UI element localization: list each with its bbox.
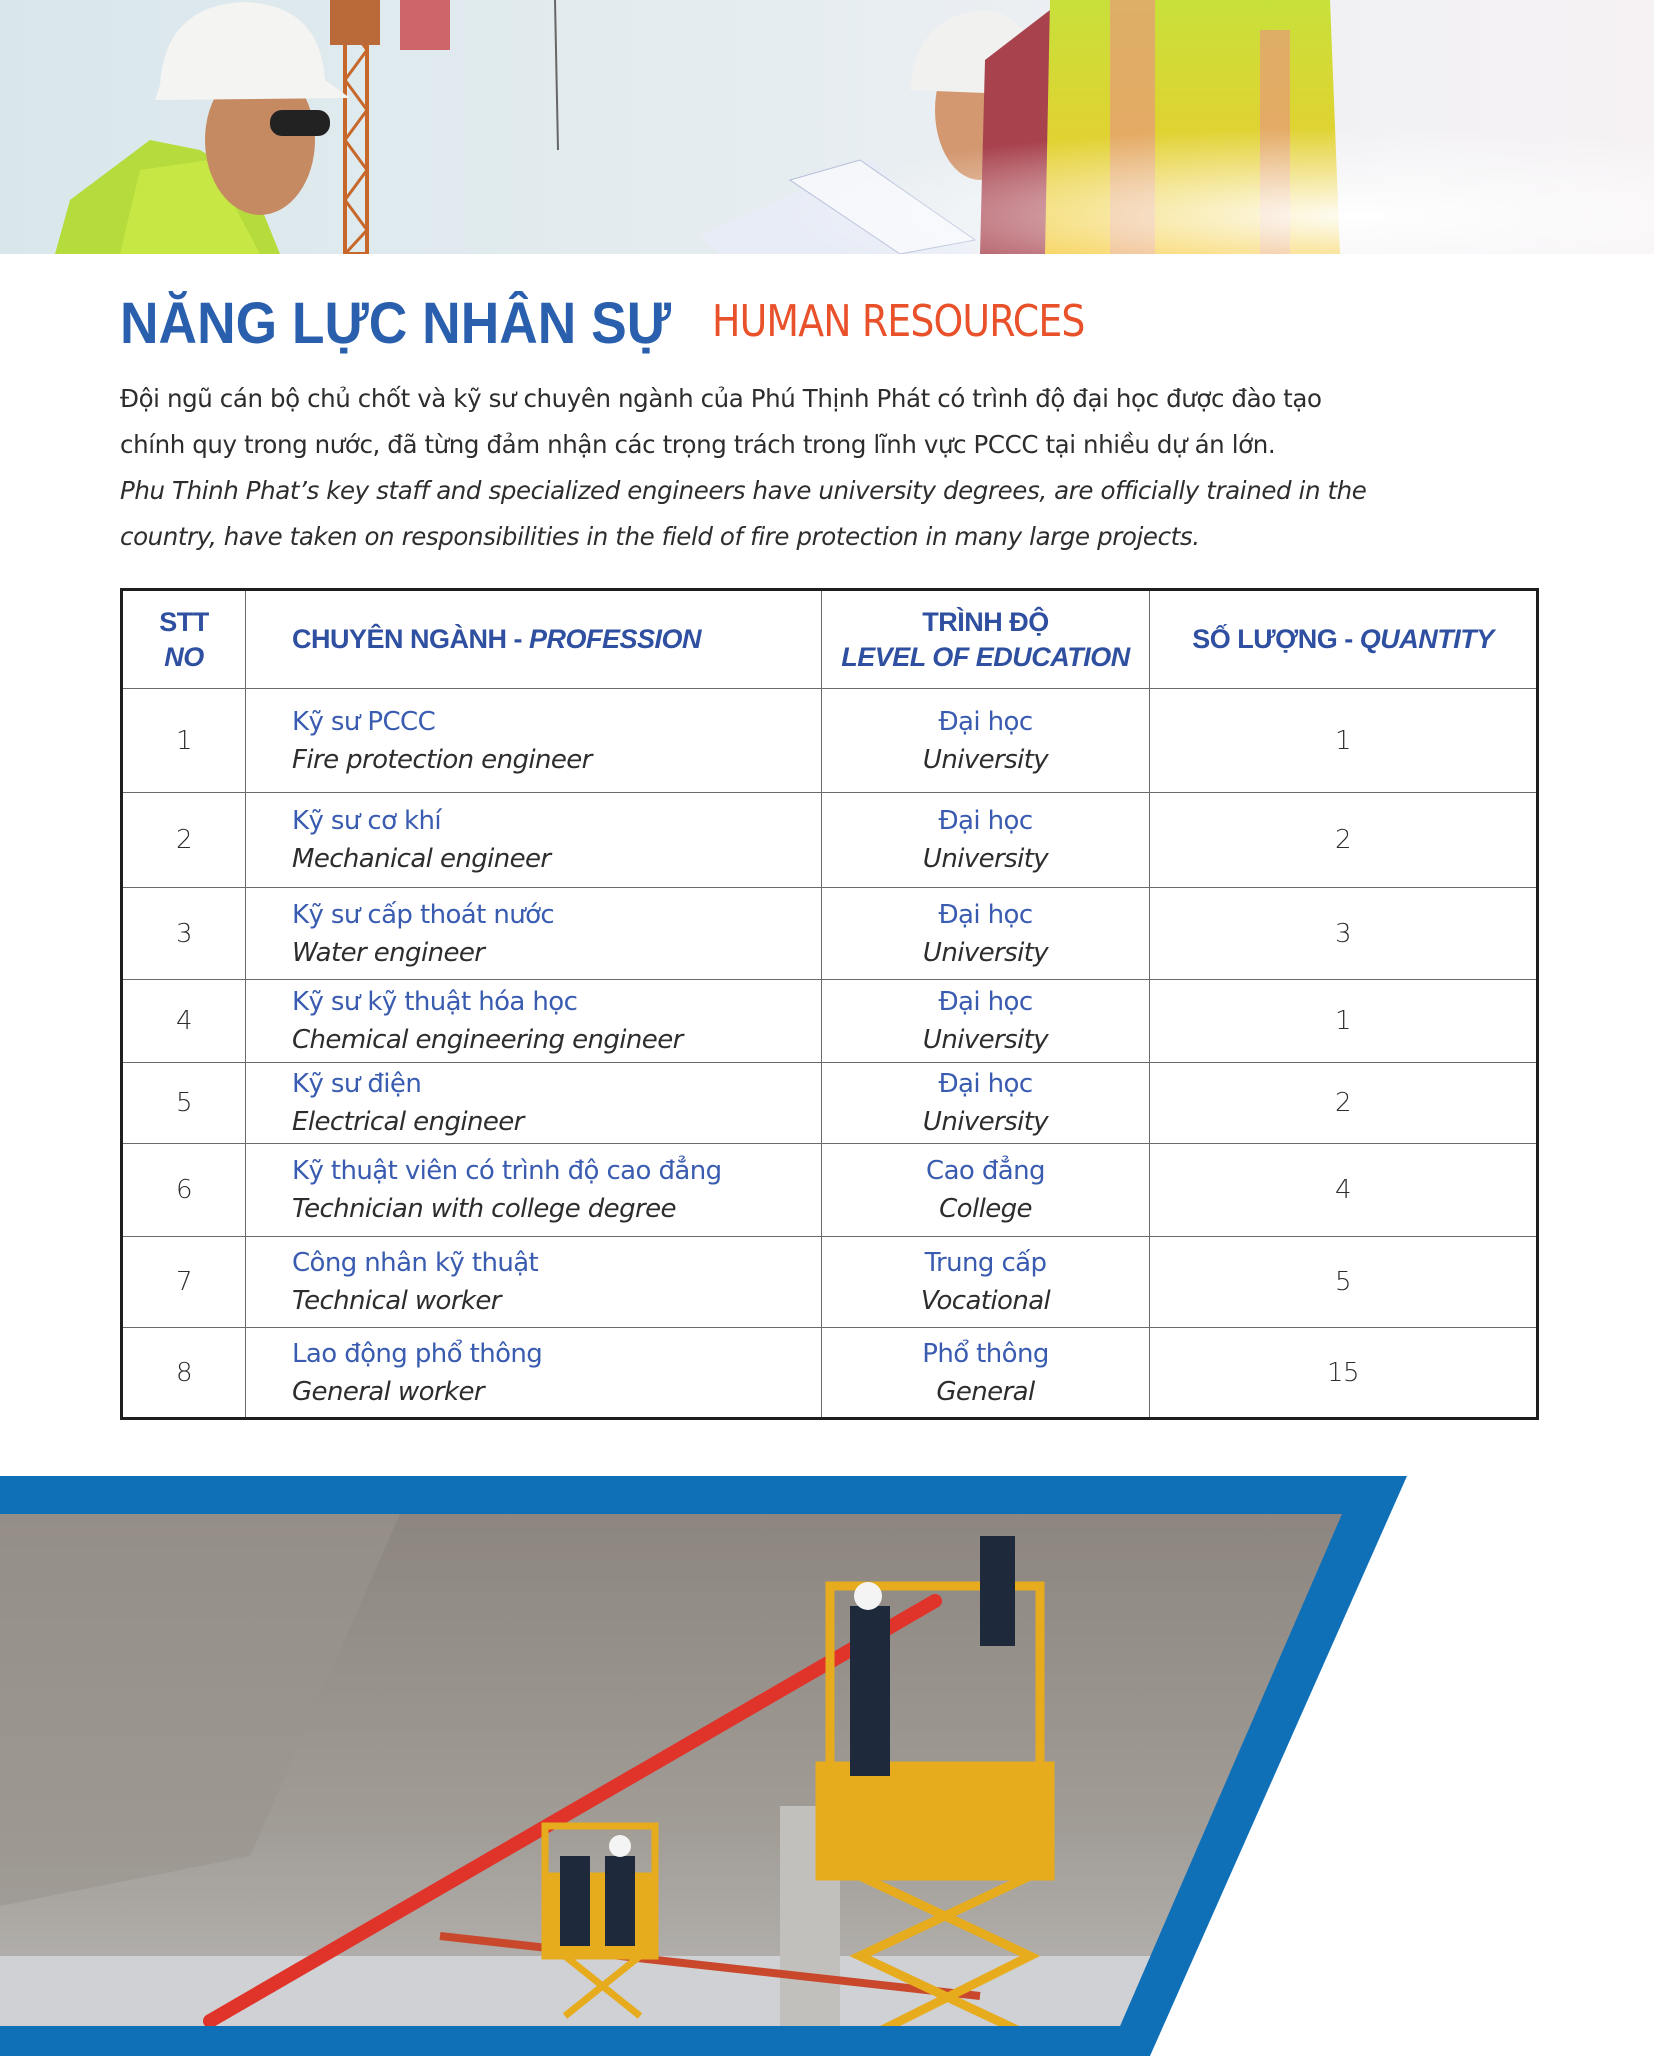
cell-profession	[246, 888, 822, 980]
profession-en: Fire protection engineer	[292, 744, 592, 775]
table-row	[122, 980, 1538, 1063]
cell-quantity: 2	[1150, 793, 1538, 888]
education-en: Vocational	[920, 1286, 1051, 1316]
cell-quantity: 15	[1150, 1328, 1538, 1419]
cell-education	[822, 980, 1150, 1063]
cell-profession	[246, 980, 822, 1063]
cell-no: 4	[122, 980, 246, 1063]
intro-vn-line: Đội ngũ cán bộ chủ chốt và kỹ sư chuyên ngành của Phú Thịnh Phát có trình độ đại học được đào tạo	[120, 384, 1322, 413]
cell-no: 8	[122, 1328, 246, 1419]
cell-profession	[246, 1144, 822, 1237]
profession-en: Water engineer	[292, 937, 485, 968]
education-en: University	[922, 1025, 1049, 1055]
education-vn: Trung cấp	[924, 1248, 1047, 1278]
cell-quantity: 1	[1150, 980, 1538, 1063]
cell-no: 1	[122, 689, 246, 793]
cell-profession	[246, 793, 822, 888]
education-vn: Đại học	[938, 987, 1033, 1017]
cell-quantity: 1	[1150, 689, 1538, 793]
profession-vn: Lao động phổ thông	[292, 1338, 543, 1369]
intro-en-line: country, have taken on responsibilities in the field of fire protection in many large projects.	[120, 522, 1200, 551]
profession-vn: Kỹ sư PCCC	[292, 706, 436, 737]
cell-education	[822, 1063, 1150, 1144]
cell-quantity: 4	[1150, 1144, 1538, 1237]
education-vn: Đại học	[938, 1069, 1033, 1099]
profession-en: Technician with college degree	[292, 1194, 676, 1224]
table-row	[122, 1063, 1538, 1144]
profession-en: Electrical engineer	[292, 1107, 524, 1137]
profession-vn: Kỹ sư cấp thoát nước	[292, 899, 555, 930]
cell-no: 7	[122, 1237, 246, 1328]
cell-profession	[246, 1063, 822, 1144]
cell-quantity: 5	[1150, 1237, 1538, 1328]
profession-en: General worker	[292, 1376, 484, 1407]
title-vietnamese: NĂNG LỰC NHÂN SỰ	[120, 291, 671, 356]
education-vn: Cao đẳng	[926, 1156, 1045, 1186]
profession-vn: Kỹ thuật viên có trình độ cao đẳng	[292, 1156, 722, 1186]
header-profession: CHUYÊN NGÀNH - PROFESSION	[246, 590, 822, 689]
cell-education	[822, 793, 1150, 888]
bottom-photo-frame	[0, 1476, 1654, 2072]
cell-profession	[246, 1328, 822, 1419]
header-quantity: SỐ LƯỢNG - QUANTITY	[1150, 590, 1538, 689]
header-no: STT NO	[122, 590, 246, 689]
intro-vn-line: chính quy trong nước, đã từng đảm nhận các trọng trách trong lĩnh vực PCCC tại nhiều dự án lớn.	[120, 430, 1276, 459]
profession-vn: Kỹ sư kỹ thuật hóa học	[292, 987, 578, 1017]
profession-vn: Kỹ sư điện	[292, 1069, 422, 1099]
intro-en-line: Phu Thinh Phat’s key staff and specialized engineers have university degrees, are officially trained in the	[120, 476, 1367, 505]
profession-vn: Công nhân kỹ thuật	[292, 1248, 539, 1278]
cell-no: 5	[122, 1063, 246, 1144]
education-vn: Phổ thông	[922, 1338, 1049, 1369]
profession-en: Technical worker	[292, 1286, 501, 1316]
hero-photo-illustration	[0, 0, 1654, 254]
education-vn: Đại học	[938, 806, 1033, 836]
cell-education	[822, 1328, 1150, 1419]
cell-profession	[246, 1237, 822, 1328]
intro-paragraph	[120, 376, 1540, 560]
page-title	[120, 290, 1085, 357]
profession-en: Chemical engineering engineer	[292, 1025, 683, 1055]
cell-quantity: 3	[1150, 888, 1538, 980]
profession-en: Mechanical engineer	[292, 844, 551, 874]
education-en: General	[936, 1376, 1035, 1407]
cell-quantity: 2	[1150, 1063, 1538, 1144]
table-row	[122, 1237, 1538, 1328]
cell-education	[822, 1144, 1150, 1237]
education-en: University	[922, 844, 1049, 874]
education-en: College	[939, 1194, 1032, 1224]
table-header-row	[122, 590, 1538, 689]
cell-no: 3	[122, 888, 246, 980]
table-row	[122, 1328, 1538, 1419]
education-en: University	[922, 744, 1049, 775]
cell-education	[822, 888, 1150, 980]
education-vn: Đại học	[938, 706, 1033, 737]
human-resources-table	[120, 588, 1539, 1420]
hero-photo	[0, 0, 1654, 254]
cell-no: 2	[122, 793, 246, 888]
education-en: University	[922, 937, 1049, 968]
header-education: TRÌNH ĐỘ LEVEL OF EDUCATION	[822, 590, 1150, 689]
cell-education	[822, 689, 1150, 793]
title-english: HUMAN RESOURCES	[712, 296, 1085, 347]
education-vn: Đại học	[938, 899, 1033, 930]
cell-profession	[246, 689, 822, 793]
table-row	[122, 1144, 1538, 1237]
cell-no: 6	[122, 1144, 246, 1237]
cell-education	[822, 1237, 1150, 1328]
bottom-photo-illustration	[0, 1476, 1654, 2072]
table-row	[122, 888, 1538, 980]
table-row	[122, 689, 1538, 793]
profession-vn: Kỹ sư cơ khí	[292, 806, 442, 836]
education-en: University	[922, 1107, 1049, 1137]
table-row	[122, 793, 1538, 888]
